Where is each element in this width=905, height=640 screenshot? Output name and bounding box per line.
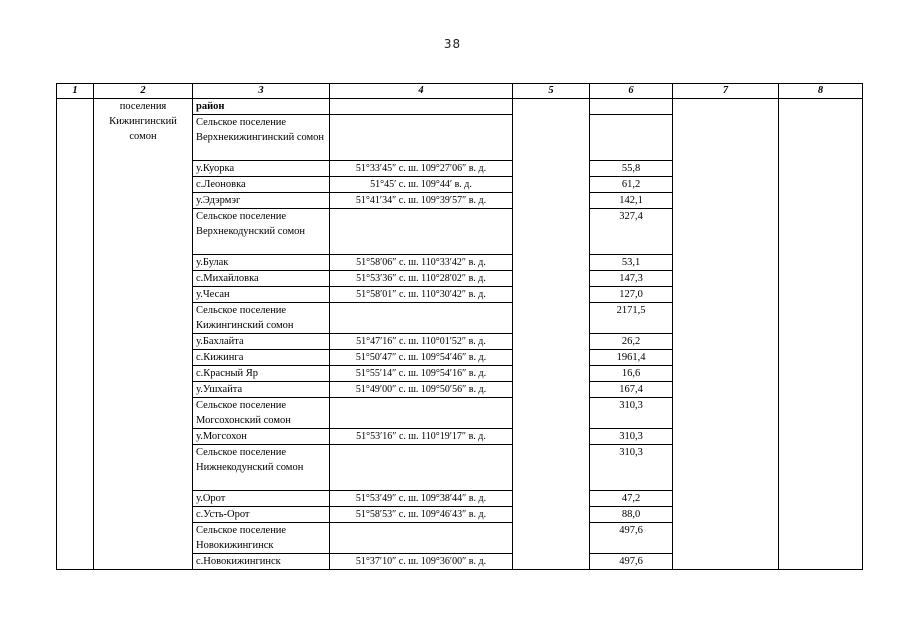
value-cell: 147,3 <box>590 271 673 287</box>
value-cell: 310,3 <box>590 429 673 445</box>
coordinates-cell: 51°53′36″ с. ш. 110°28′02″ в. д. <box>330 271 513 287</box>
coordinates-cell: 51°50′47″ с. ш. 109°54′46″ в. д. <box>330 350 513 366</box>
settlement-name-cell: Сельское поселение Кижингинский сомон <box>193 303 330 334</box>
page-number: 38 <box>443 37 462 51</box>
coordinates-cell: 51°49′00″ с. ш. 109°50′56″ в. д. <box>330 382 513 398</box>
coordinates-cell <box>330 398 513 429</box>
settlement-name-cell: Сельское поселение Новокижингинск <box>193 523 330 554</box>
coordinates-cell: 51°33′45″ с. ш. 109°27′06″ в. д. <box>330 161 513 177</box>
value-cell: 2171,5 <box>590 303 673 334</box>
settlement-name-cell: у.Чесан <box>193 287 330 303</box>
settlement-name-cell: с.Михайловка <box>193 271 330 287</box>
value-cell: 26,2 <box>590 334 673 350</box>
column-header: 6 <box>590 84 673 99</box>
value-cell: 61,2 <box>590 177 673 193</box>
coordinates-cell <box>330 445 513 491</box>
settlement-name-cell: Сельское поселение Верхнекижингинский сомон <box>193 115 330 161</box>
value-cell: 47,2 <box>590 491 673 507</box>
settlement-name-cell: с.Новокижингинск <box>193 554 330 570</box>
value-cell <box>590 115 673 161</box>
column-5-cell <box>513 99 590 570</box>
coordinates-cell: 51°58′01″ с. ш. 110°30′42″ в. д. <box>330 287 513 303</box>
coordinates-cell: 51°53′16″ с. ш. 110°19′17″ в. д. <box>330 429 513 445</box>
table-body <box>57 99 863 570</box>
coordinates-cell <box>330 209 513 255</box>
value-cell: 310,3 <box>590 398 673 429</box>
coordinates-cell <box>330 523 513 554</box>
column-header: 3 <box>193 84 330 99</box>
column-header: 1 <box>57 84 94 99</box>
settlement-name-cell: у.Бахлайта <box>193 334 330 350</box>
settlement-name-cell: с.Усть-Орот <box>193 507 330 523</box>
settlement-name-cell: с.Леоновка <box>193 177 330 193</box>
coordinates-cell: 51°37′10″ с. ш. 109°36′00″ в. д. <box>330 554 513 570</box>
coordinates-cell <box>330 99 513 115</box>
row-number-cell <box>57 99 94 570</box>
coordinates-cell: 51°58′06″ с. ш. 110°33′42″ в. д. <box>330 255 513 271</box>
column-header: 4 <box>330 84 513 99</box>
value-cell: 127,0 <box>590 287 673 303</box>
coordinates-cell <box>330 115 513 161</box>
settlement-name-cell: с.Красный Яр <box>193 366 330 382</box>
settlement-name-cell: у.Булак <box>193 255 330 271</box>
settlement-name-cell: Сельское поселение Нижнекодунский сомон <box>193 445 330 491</box>
value-cell: 310,3 <box>590 445 673 491</box>
coordinates-cell: 51°45′ с. ш. 109°44′ в. д. <box>330 177 513 193</box>
settlement-name-cell: у.Ушхайта <box>193 382 330 398</box>
coordinates-cell <box>330 303 513 334</box>
settlement-name-cell: у.Могсохон <box>193 429 330 445</box>
value-cell: 88,0 <box>590 507 673 523</box>
value-cell: 1961,4 <box>590 350 673 366</box>
value-cell: 142,1 <box>590 193 673 209</box>
column-7-cell <box>673 99 779 570</box>
value-cell: 53,1 <box>590 255 673 271</box>
column-header: 8 <box>779 84 863 99</box>
municipality-cell: поселения Кижингинский сомон <box>94 99 193 570</box>
settlement-name-cell: с.Кижинга <box>193 350 330 366</box>
value-cell: 167,4 <box>590 382 673 398</box>
value-cell: 16,6 <box>590 366 673 382</box>
column-header: 5 <box>513 84 590 99</box>
coordinates-cell: 51°41′34″ с. ш. 109°39′57″ в. д. <box>330 193 513 209</box>
coordinates-cell: 51°53′49″ с. ш. 109°38′44″ в. д. <box>330 491 513 507</box>
value-cell <box>590 99 673 115</box>
column-header: 7 <box>673 84 779 99</box>
coordinates-cell: 51°47′16″ с. ш. 110°01′52″ в. д. <box>330 334 513 350</box>
column-header: 2 <box>94 84 193 99</box>
value-cell: 327,4 <box>590 209 673 255</box>
table-row <box>57 99 863 115</box>
header-row <box>57 84 863 99</box>
value-cell: 55,8 <box>590 161 673 177</box>
value-cell: 497,6 <box>590 554 673 570</box>
settlement-name-cell: район <box>193 99 330 115</box>
settlement-name-cell: у.Орот <box>193 491 330 507</box>
settlement-name-cell: Сельское поселение Верхнекодунский сомон <box>193 209 330 255</box>
value-cell: 497,6 <box>590 523 673 554</box>
coordinates-cell: 51°58′53″ с. ш. 109°46′43″ в. д. <box>330 507 513 523</box>
settlements-table <box>56 83 863 570</box>
settlement-name-cell: Сельское поселение Могсохонский сомон <box>193 398 330 429</box>
column-8-cell <box>779 99 863 570</box>
coordinates-cell: 51°55′14″ с. ш. 109°54′16″ в. д. <box>330 366 513 382</box>
settlement-name-cell: у.Эдэрмэг <box>193 193 330 209</box>
settlement-name-cell: у.Куорка <box>193 161 330 177</box>
